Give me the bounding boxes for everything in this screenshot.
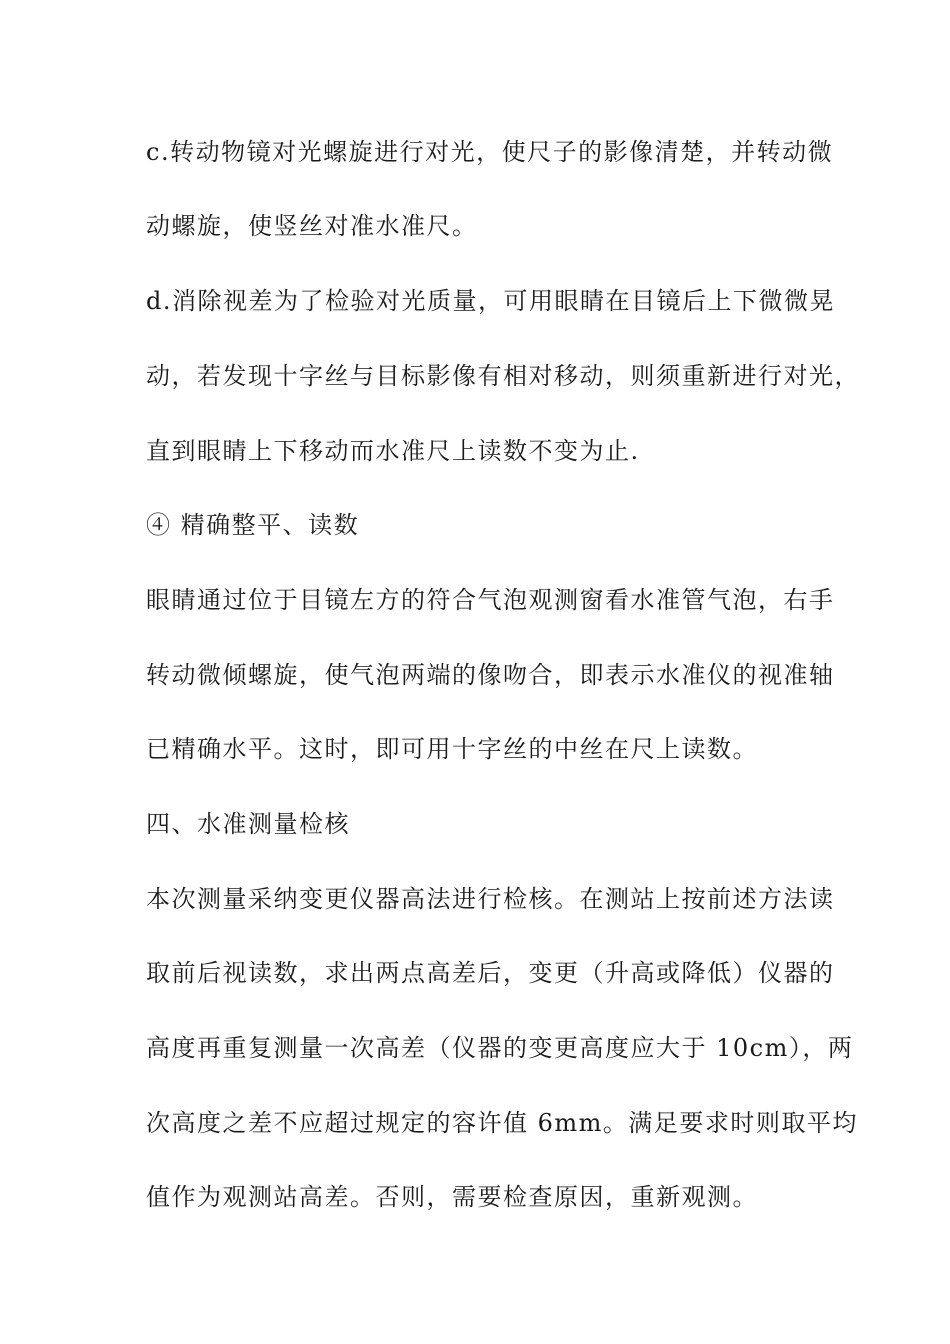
text-line: 转动微倾螺旋，使气泡两端的像吻合，即表示水准仪的视准轴 — [146, 661, 835, 689]
text-line: 取前后视读数，求出两点高差后，变更（升高或降低）仪器的 — [146, 959, 835, 987]
text-line-d-step: d.消除视差为了检验对光质量，可用眼睛在目镜后上下微微晃 — [146, 287, 835, 315]
text-line: 已精确水平。这时，即可用十字丝的中丝在尺上读数。 — [146, 735, 758, 763]
text-line: 动螺旋，使竖丝对准水准尺。 — [146, 212, 478, 240]
text-line-c-step: c.转动物镜对光螺旋进行对光，使尺子的影像清楚，并转动微 — [146, 138, 834, 166]
text-line: 高度再重复测量一次高差（仪器的变更高度应大于 10cm），两 — [146, 1034, 854, 1062]
text-line: 值作为观测站高差。否则，需要检查原因，重新观测。 — [146, 1183, 758, 1211]
text-line: 动，若发现十字丝与目标影像有相对移动，则须重新进行对光， — [146, 362, 860, 390]
text-line: 直到眼睛上下移动而水准尺上读数不变为止. — [146, 437, 640, 465]
section-heading-leveling-check: 四、水准测量检核 — [146, 810, 350, 838]
text-line: 次高度之差不应超过规定的容许值 6mm。满足要求时则取平均 — [146, 1109, 858, 1137]
text-line: 本次测量采纳变更仪器高法进行检核。在测站上按前述方法读 — [146, 885, 835, 913]
text-line: 眼睛通过位于目镜左方的符合气泡观测窗看水准管气泡，右手 — [146, 586, 835, 614]
section-heading-precise-leveling: ④ 精确整平、读数 — [146, 511, 360, 539]
